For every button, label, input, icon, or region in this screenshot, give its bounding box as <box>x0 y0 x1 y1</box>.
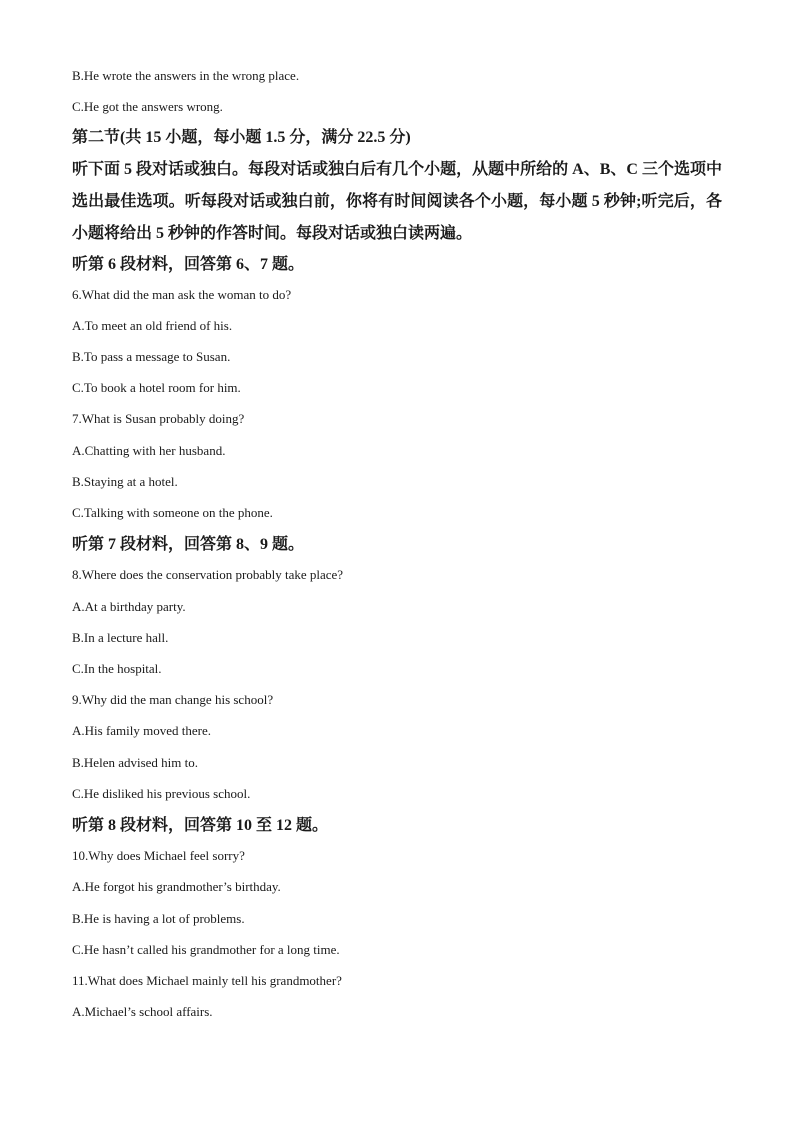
q6-option-b: B.To pass a message to Susan. <box>72 349 231 364</box>
q8-stem: 8.Where does the conservation probably take place? <box>72 567 344 582</box>
q9-stem: 9.Why did the man change his school? <box>72 692 274 707</box>
q10-option-b: B.He is having a lot of problems. <box>72 911 245 926</box>
q8-option-a: A.At a birthday party. <box>72 599 186 614</box>
q11-stem: 11.What does Michael mainly tell his grandmother? <box>72 973 342 988</box>
q5-option-c: C.He got the answers wrong. <box>72 99 223 114</box>
q10-option-c: C.He hasn’t called his grandmother for a long time. <box>72 942 340 957</box>
q8-option-b: B.In a lecture hall. <box>72 630 169 645</box>
q7-option-b: B.Staying at a hotel. <box>72 474 178 489</box>
passage8-heading: 听第 8 段材料，回答第 10 至 12 题。 <box>72 817 329 834</box>
q6-stem: 6.What did the man ask the woman to do? <box>72 287 292 302</box>
q7-stem: 7.What is Susan probably doing? <box>72 411 245 426</box>
q7-option-a: A.Chatting with her husband. <box>72 443 226 458</box>
q5-option-b: B.He wrote the answers in the wrong place. <box>72 68 300 83</box>
q7-option-c: C.Talking with someone on the phone. <box>72 505 273 520</box>
q9-option-b: B.Helen advised him to. <box>72 755 199 770</box>
q11-option-a: A.Michael’s school affairs. <box>72 1004 213 1019</box>
passage6-heading: 听第 6 段材料，回答第 6、7 题。 <box>72 256 305 273</box>
q6-option-c: C.To book a hotel room for him. <box>72 380 241 395</box>
q8-option-c: C.In the hospital. <box>72 661 162 676</box>
section2-instruction: 听下面 5 段对话或独白。每段对话或独白后有几个小题，从题中所给的 A、B、C 三个选项中选出最佳选项。听每段对话或独白前，你将有时间阅读各个小题，每小题 5 秒钟;听完后，各小题将给出 5 秒钟的作答时间。每段对话或独白读两遍。 <box>72 161 722 242</box>
section2-title: 第二节(共 15 小题，每小题 1.5 分，满分 22.5 分) <box>72 129 411 146</box>
q10-option-a: A.He forgot his grandmother’s birthday. <box>72 879 281 894</box>
passage7-heading: 听第 7 段材料，回答第 8、9 题。 <box>72 536 305 553</box>
q9-option-a: A.His family moved there. <box>72 723 211 738</box>
q6-option-a: A.To meet an old friend of his. <box>72 318 233 333</box>
q10-stem: 10.Why does Michael feel sorry? <box>72 848 245 863</box>
q9-option-c: C.He disliked his previous school. <box>72 786 251 801</box>
